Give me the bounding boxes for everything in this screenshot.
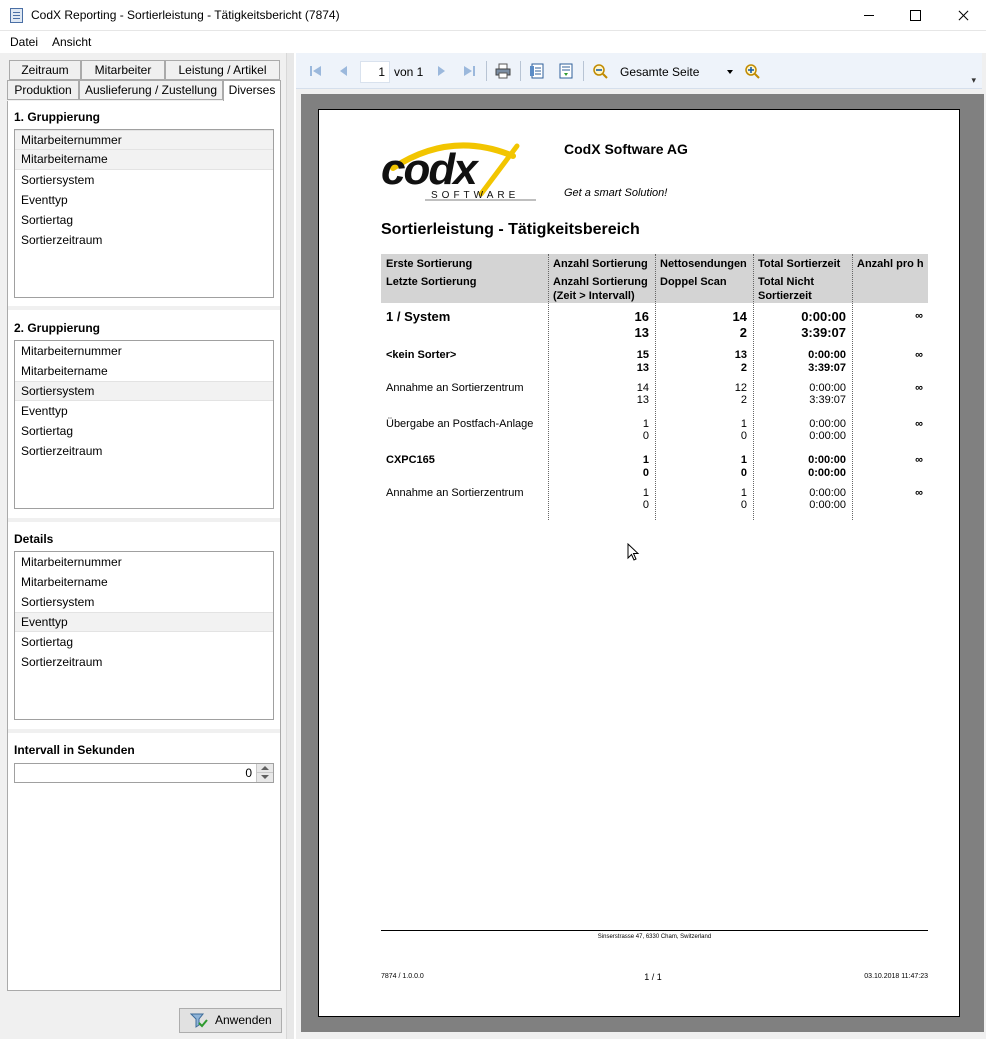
codx-logo [381, 138, 541, 210]
cell-anzahl: 1 [642, 454, 649, 466]
group2-title: 2. Gruppierung [14, 321, 101, 335]
toolbar-overflow-icon[interactable]: ▾ [971, 75, 976, 85]
header-cell [753, 254, 852, 303]
cell-doppel: 2 [740, 362, 747, 374]
report-title: Sortierleistung - Tätigkeitsbereich [381, 221, 640, 238]
cell-anzahl: 15 [636, 349, 649, 361]
row-label: Annahme an Sortierzentrum [386, 382, 524, 394]
list-item[interactable]: Sortiertag [21, 635, 74, 649]
app-icon [10, 8, 23, 23]
list-item[interactable]: Sortiertag [21, 213, 74, 227]
row-label: Übergabe an Postfach-Anlage [386, 418, 534, 430]
viewer-toolbar [296, 53, 982, 89]
interval-stepper[interactable] [14, 763, 274, 783]
cell-total-sortierzeit: 0:00:00 [809, 382, 846, 394]
cell-anzahl-intervall: 0 [642, 467, 649, 479]
cell-doppel: 0 [740, 430, 747, 442]
cell-anzahl-intervall: 13 [636, 394, 649, 406]
cell-doppel: 2 [740, 394, 747, 406]
zoom-select-value: Gesamte Seite [620, 65, 700, 79]
tab-auslieferung-zustellung[interactable]: Auslieferung / Zustellung [79, 80, 223, 100]
group1-title: 1. Gruppierung [14, 110, 101, 124]
toolbar-separator [486, 61, 487, 81]
cell-anzahl-intervall: 13 [636, 362, 649, 374]
footer-timestamp: 03.10.2018 11:47:23 [864, 973, 928, 980]
cell-doppel: 0 [740, 467, 747, 479]
row-label: <kein Sorter> [386, 349, 457, 361]
cell-anzahl: 16 [634, 309, 649, 324]
cell-total-sortierzeit: 0:00:00 [808, 454, 846, 466]
cell-nicht-sortierzeit: 0:00:00 [808, 467, 846, 479]
report-viewer [296, 53, 986, 1039]
filter-panel [0, 53, 286, 1039]
header-label: Anzahl Sortierung (Zeit > Intervall) [553, 276, 648, 302]
header-label: Anzahl pro h [857, 258, 924, 270]
list-item[interactable]: Mitarbeitername [21, 575, 108, 589]
header-label: Letzte Sortierung [386, 276, 477, 288]
list-item[interactable]: Sortierzeitraum [21, 233, 103, 247]
zoom-select[interactable] [616, 62, 736, 82]
chevron-down-icon [727, 70, 733, 74]
toolbar-separator [520, 61, 521, 81]
tab-zeitraum[interactable]: Zeitraum [9, 60, 81, 80]
maximize-button[interactable] [892, 0, 938, 30]
previous-page-icon[interactable] [336, 63, 352, 79]
list-item[interactable]: Sortiertag [21, 424, 74, 438]
logo-subtitle: SOFTWARE [431, 190, 520, 201]
company-name: CodX Software AG [564, 141, 688, 157]
export-icon[interactable] [558, 63, 574, 79]
header-label: Doppel Scan [660, 276, 727, 288]
apply-button[interactable] [179, 1008, 282, 1033]
list-item[interactable]: Sortierzeitraum [21, 444, 103, 458]
cell-anzahl-intervall: 0 [642, 499, 649, 511]
stepper-down-icon[interactable] [257, 773, 273, 782]
cell-total-sortierzeit: 0:00:00 [808, 349, 846, 361]
list-item[interactable]: Sortiersystem [21, 173, 95, 187]
report-canvas[interactable] [301, 94, 984, 1032]
cell-total-sortierzeit: 0:00:00 [809, 418, 846, 430]
cell-pro-h: ∞ [915, 382, 923, 394]
menu-bar [0, 31, 986, 53]
cell-doppel: 0 [740, 499, 747, 511]
interval-value[interactable]: 0 [245, 766, 252, 780]
divider [8, 306, 280, 310]
interval-title: Intervall in Sekunden [14, 743, 135, 757]
cell-netto: 1 [740, 418, 747, 430]
cell-pro-h: ∞ [915, 418, 923, 430]
header-cell [852, 254, 928, 303]
list-item[interactable]: Sortiersystem [15, 381, 273, 401]
header-label: Total Nicht Sortierzeit [758, 276, 815, 302]
page-number-input[interactable]: 1 [360, 61, 390, 83]
list-item[interactable]: Eventtyp [15, 612, 273, 632]
mouse-cursor-icon [627, 543, 641, 563]
tab-produktion[interactable]: Produktion [7, 80, 79, 100]
tab-diverses[interactable]: Diverses [223, 80, 281, 101]
header-label: Erste Sortierung [386, 258, 473, 270]
report-page [318, 109, 960, 1017]
apply-button-label: Anwenden [215, 1013, 272, 1027]
stepper-buttons [256, 764, 273, 782]
details-list[interactable] [14, 551, 274, 720]
list-item[interactable]: Mitarbeitername [15, 150, 273, 170]
cell-netto: 14 [732, 309, 747, 324]
details-title: Details [14, 532, 54, 546]
footer-page-number: 1 / 1 [644, 972, 662, 982]
close-button[interactable] [940, 0, 986, 30]
cell-anzahl-intervall: 13 [634, 325, 649, 340]
menu-datei[interactable]: Datei [10, 35, 39, 49]
cell-netto: 1 [740, 454, 747, 466]
cell-netto: 12 [734, 382, 747, 394]
divider [8, 729, 280, 733]
header-cell [548, 254, 655, 303]
list-item[interactable]: Mitarbeiternummer [15, 130, 273, 150]
toolbar-separator [583, 61, 584, 81]
header-cell [381, 254, 548, 303]
minimize-button[interactable] [846, 0, 892, 30]
tab-mitarbeiter[interactable]: Mitarbeiter [81, 60, 165, 80]
list-item[interactable]: Mitarbeiternummer [21, 344, 122, 358]
cell-pro-h: ∞ [915, 310, 923, 322]
title-bar [0, 0, 986, 31]
cell-anzahl-intervall: 0 [642, 430, 649, 442]
footer-address: Sinserstrasse 47, 6330 Cham, Switzerland [597, 934, 712, 940]
cell-doppel: 2 [739, 325, 747, 340]
list-item[interactable]: Mitarbeitername [21, 364, 108, 378]
panel-splitter[interactable] [286, 53, 294, 1039]
last-page-icon[interactable] [461, 63, 477, 79]
header-cell [655, 254, 753, 303]
list-item[interactable]: Eventtyp [21, 404, 68, 418]
page-setup-icon[interactable] [529, 63, 545, 79]
zoom-out-icon[interactable] [592, 63, 608, 79]
row-label: 1 / System [386, 309, 451, 324]
window-title: CodX Reporting - Sortierleistung - Tätigkeitsbericht (7874) [31, 8, 340, 22]
divider [8, 518, 280, 522]
list-item[interactable]: Mitarbeiternummer [21, 555, 122, 569]
cell-nicht-sortierzeit: 0:00:00 [809, 430, 846, 442]
header-label: Anzahl Sortierung [553, 258, 648, 270]
header-label: Nettosendungen [660, 258, 747, 270]
cell-nicht-sortierzeit: 3:39:07 [809, 394, 846, 406]
apply-filter-icon [190, 1013, 208, 1029]
cell-nicht-sortierzeit: 0:00:00 [809, 499, 846, 511]
cell-anzahl: 14 [636, 382, 649, 394]
tab-leistung-artikel[interactable]: Leistung / Artikel [165, 60, 280, 80]
footer-version: 7874 / 1.0.0.0 [381, 973, 424, 980]
cell-pro-h: ∞ [915, 454, 923, 466]
group1-list[interactable] [14, 129, 274, 298]
cell-anzahl: 1 [642, 418, 649, 430]
logo-wordmark: codx [381, 145, 476, 194]
cell-total-sortierzeit: 0:00:00 [809, 487, 846, 499]
cell-netto: 13 [734, 349, 747, 361]
print-icon[interactable] [495, 63, 511, 79]
menu-ansicht[interactable]: Ansicht [52, 35, 92, 49]
cell-pro-h: ∞ [915, 349, 923, 361]
cell-pro-h: ∞ [915, 487, 923, 499]
zoom-in-icon[interactable] [744, 63, 760, 79]
company-slogan: Get a smart Solution! [564, 187, 668, 199]
header-label: Total Sortierzeit [758, 258, 841, 270]
row-label: Annahme an Sortierzentrum [386, 487, 524, 499]
footer-rule [381, 930, 928, 931]
list-item[interactable]: Eventtyp [21, 193, 68, 207]
page-count-label: von 1 [394, 65, 424, 79]
cell-nicht-sortierzeit: 3:39:07 [801, 325, 846, 340]
group2-list[interactable] [14, 340, 274, 509]
cell-anzahl: 1 [642, 487, 649, 499]
first-page-icon[interactable] [308, 63, 324, 79]
list-item[interactable]: Sortiersystem [21, 595, 95, 609]
row-label: CXPC165 [386, 454, 435, 466]
cell-total-sortierzeit: 0:00:00 [801, 309, 846, 324]
cell-netto: 1 [740, 487, 747, 499]
stepper-up-icon[interactable] [257, 764, 273, 773]
list-item[interactable]: Sortierzeitraum [21, 655, 103, 669]
next-page-icon[interactable] [433, 63, 449, 79]
cell-nicht-sortierzeit: 3:39:07 [808, 362, 846, 374]
